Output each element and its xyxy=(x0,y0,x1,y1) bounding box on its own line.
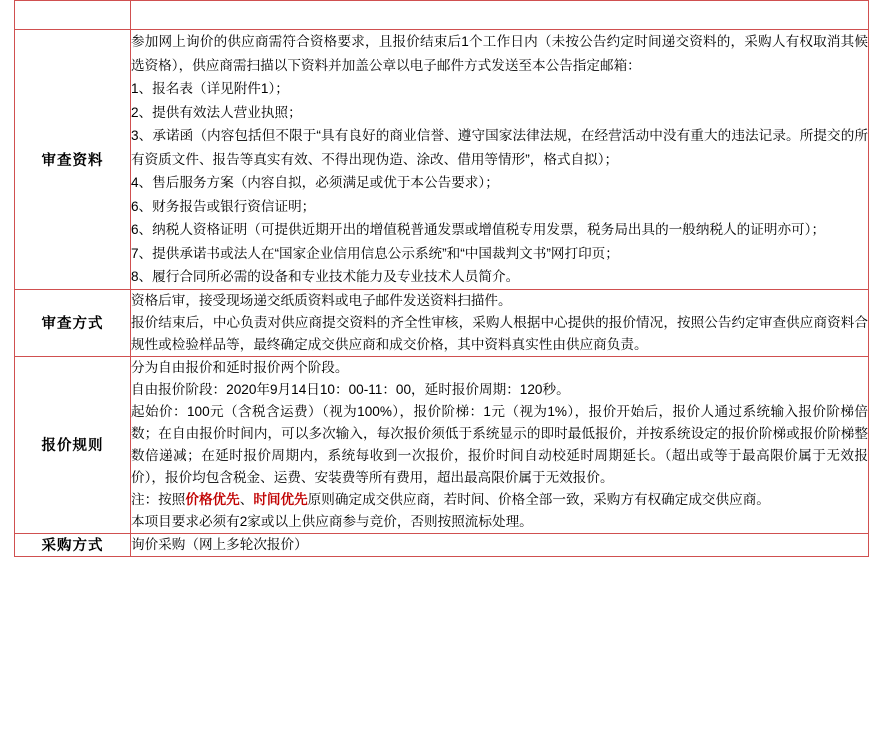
row-label-cell-review-method xyxy=(15,289,131,356)
emphasis-time-priority: 时间优先 xyxy=(253,491,308,507)
paragraph: 本项目要求必须有2家或以上供应商参与竞价，否则按照流标处理。 xyxy=(131,513,533,529)
row-content-cell-procurement-method xyxy=(131,533,869,556)
row-label: 审查资料 xyxy=(41,152,104,169)
table-row-procurement-method xyxy=(15,533,869,556)
paragraph: 3、承诺函（内容包括但不限于“具有良好的商业信誉、遵守国家法律法规，在经营活动中没有重大的违法记录。所提交的所有资质文件、报告等真实有效、不得出现伪造、涂改、借用等情形”，格式自拟）； xyxy=(131,128,868,167)
row-label: 采购方式 xyxy=(41,538,104,554)
paragraph: 6、财务报告或银行资信证明； xyxy=(131,198,316,214)
row-label-cell-review-materials xyxy=(15,30,131,290)
paragraph: 询价采购（网上多轮次报价） xyxy=(131,536,308,552)
requirements-table xyxy=(14,0,869,557)
table-row-bidding-rules xyxy=(15,356,869,533)
note-separator: 、 xyxy=(239,491,254,507)
paragraph: 1、报名表（详见附件1）； xyxy=(131,81,289,96)
row-label-cell-bidding-rules xyxy=(15,356,131,533)
paragraph: 参加网上询价的供应商需符合资格要求，且报价结束后1个工作日内（未按公告约定时间递交资料的，采购人有权取消其候选资格），供应商需扫描以下资料并加盖公章以电子邮件方式发送至本公告指定邮箱： xyxy=(131,34,868,73)
note-suffix: 原则确定成交供应商，若时间、价格全部一致，采购方有权确定成交供应商。 xyxy=(307,491,770,507)
row-content-cell-review-method xyxy=(131,289,869,356)
paragraph: 7、提供承诺书或法人在“国家企业信用信息公示系统”和“中国裁判文书”网打印页； xyxy=(131,245,619,261)
paragraph: 4、售后服务方案（内容自拟，必须满足或优于本公告要求）； xyxy=(131,175,499,190)
table-row xyxy=(15,1,869,30)
paragraph: 报价结束后，中心负责对供应商提交资料的齐全性审核，采购人根据中心提供的报价情况，按照公告约定审查供应商资料合规性或检验样品等，最终确定成交供应商和成交价格，其中资料真实性由供应商负责。 xyxy=(131,314,868,352)
row-label-cell xyxy=(15,1,131,30)
row-content-cell xyxy=(131,1,869,30)
row-label: 报价规则 xyxy=(41,438,104,454)
emphasis-price-priority: 价格优先 xyxy=(185,491,240,507)
paragraph: 6、纳税人资格证明（可提供近期开出的增值税普通发票或增值税专用发票，税务局出具的一般纳税人的证明亦可）； xyxy=(131,222,826,237)
row-content-cell-bidding-rules xyxy=(131,356,869,533)
paragraph-note xyxy=(131,489,868,511)
note-prefix: 注：按照 xyxy=(131,491,186,507)
paragraph: 起始价：100元（含税含运费）（视为100%），报价阶梯：1元（视为1%），报价开始后，报价人通过系统输入报价阶梯倍数；在自由报价时间内，可以多次输入，每次报价须低于系统显示的即时最低报价，并按系统设定的报价阶梯或报价阶梯整数倍递减；在延时报价周期内，系统每收到一次报价，报价时间自动校延时周期延长。（超出或等于最高限价属于无效报价），报价均包含税金、运费、安装费等所有费用，超出最高限价属于无效报价。 xyxy=(131,403,868,485)
paragraph: 2、提供有效法人营业执照； xyxy=(131,104,302,120)
table-row-review-method xyxy=(15,289,869,356)
paragraph: 分为自由报价和延时报价两个阶段。 xyxy=(131,359,349,375)
paragraph: 自由报价阶段：2020年9月14日10：00-11：00，延时报价周期：120秒。 xyxy=(131,381,570,397)
row-label-cell-procurement-method xyxy=(15,533,131,556)
row-content-cell-review-materials xyxy=(131,30,869,290)
paragraph: 资格后审，接受现场递交纸质资料或电子邮件发送资料扫描件。 xyxy=(131,292,512,308)
row-label: 审查方式 xyxy=(41,316,104,332)
paragraph: 8、履行合同所必需的设备和专业技术能力及专业技术人员简介。 xyxy=(131,269,520,284)
table-row-review-materials xyxy=(15,30,869,290)
